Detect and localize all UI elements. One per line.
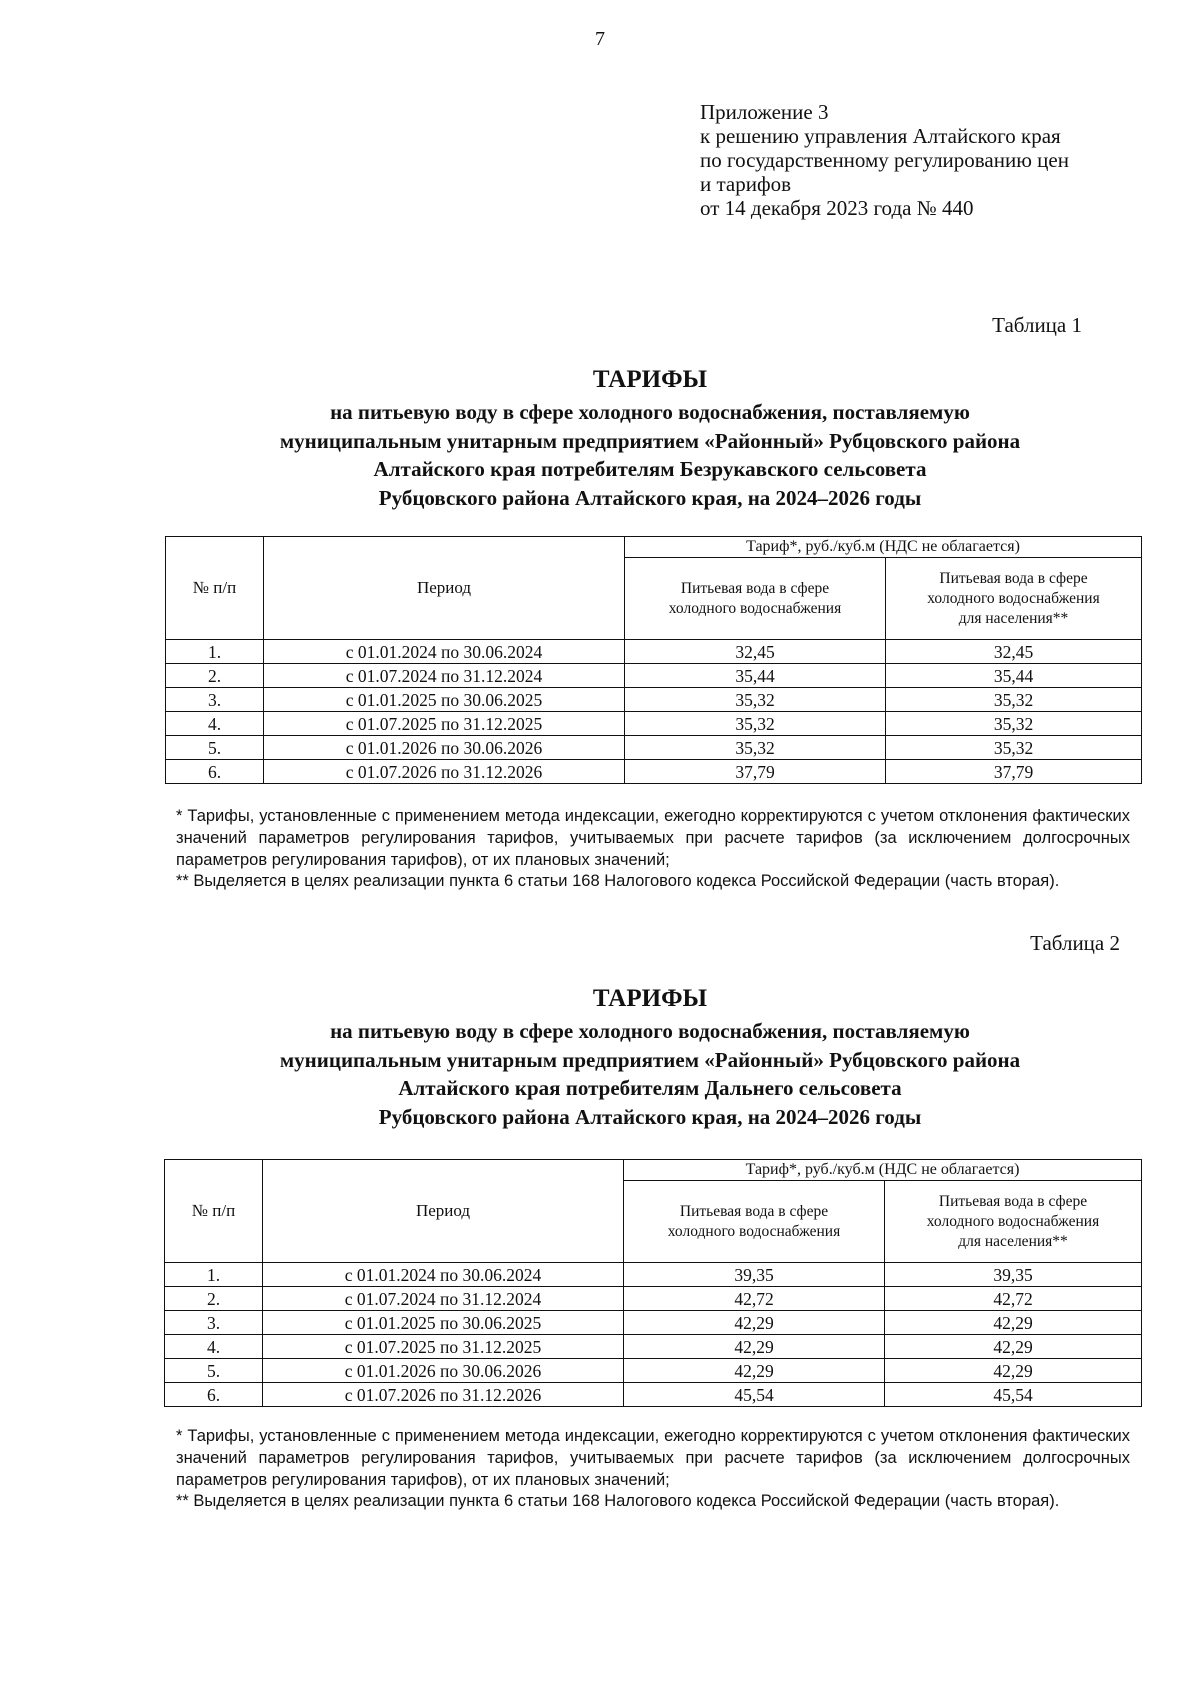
table-row — [166, 640, 1142, 664]
header-col-drinking-water: Питьевая вода в сфере холодного водоснабжения — [624, 1181, 885, 1263]
footnote: ** Выделяется в целях реализации пункта 6 статьи 168 Налогового кодекса Российской Федерации (часть вторая). — [176, 872, 1060, 891]
row-tariff-population: 35,44 — [886, 664, 1142, 688]
row-tariff: 42,72 — [624, 1287, 885, 1311]
row-tariff-population: 45,54 — [885, 1383, 1142, 1407]
row-period: с 01.01.2024 по 30.06.2024 — [264, 640, 625, 664]
heading-line: Алтайского края потребителям Безрукавского сельсовета — [373, 457, 927, 481]
table-2-label: Таблица 2 — [1030, 931, 1120, 955]
heading-line: Рубцовского района Алтайского края, на 2024–2026 годы — [378, 485, 922, 510]
row-tariff: 45,54 — [624, 1383, 885, 1407]
row-tariff: 35,32 — [625, 688, 886, 712]
header-num: № п/п — [166, 537, 264, 640]
row-tariff-population: 42,29 — [885, 1311, 1142, 1335]
heading-line: муниципальным унитарным предприятием «Районный» Рубцовского района — [279, 428, 1021, 453]
row-period: с 01.07.2024 по 31.12.2024 — [264, 664, 625, 688]
table-1-label: Таблица 1 — [992, 313, 1082, 337]
row-tariff-population: 39,35 — [885, 1263, 1142, 1287]
table-row — [165, 1335, 1142, 1359]
row-tariff-population: 35,32 — [886, 688, 1142, 712]
appendix-line: и тарифов — [700, 172, 792, 196]
header-period: Период — [263, 1160, 624, 1263]
heading-line: на питьевую воду в сфере холодного водоснабжения, поставляемую — [330, 1019, 970, 1043]
table-row — [165, 1383, 1142, 1407]
row-tariff-population: 37,79 — [886, 760, 1142, 784]
row-num: 1. — [165, 1263, 263, 1287]
header-col-drinking-water-population: Питьевая вода в сфере холодного водоснабжения для населения** — [885, 1181, 1142, 1263]
row-period: с 01.01.2026 по 30.06.2026 — [263, 1359, 624, 1383]
row-num: 5. — [166, 736, 264, 760]
table-1-heading — [150, 364, 1150, 512]
row-tariff-population: 35,32 — [886, 736, 1142, 760]
row-tariff: 35,32 — [625, 712, 886, 736]
row-period: с 01.07.2024 по 31.12.2024 — [263, 1287, 624, 1311]
header-period: Период — [264, 537, 625, 640]
table-row — [166, 736, 1142, 760]
row-period: с 01.01.2024 по 30.06.2024 — [263, 1263, 624, 1287]
row-tariff-population: 42,29 — [885, 1359, 1142, 1383]
table-2-notes — [176, 1426, 1130, 1513]
row-period: с 01.07.2026 по 31.12.2026 — [263, 1383, 624, 1407]
heading-title: ТАРИФЫ — [592, 985, 708, 1012]
row-tariff-population: 42,72 — [885, 1287, 1142, 1311]
row-num: 4. — [165, 1335, 263, 1359]
heading-line: Рубцовского района Алтайского края, на 2024–2026 годы — [378, 1104, 922, 1129]
row-num: 6. — [166, 760, 264, 784]
header-tariff: Тариф*, руб./куб.м (НДС не облагается) — [624, 1160, 1142, 1181]
tariff-table-1 — [165, 536, 1142, 784]
table-row — [165, 1263, 1142, 1287]
row-tariff-population: 32,45 — [886, 640, 1142, 664]
row-tariff: 35,32 — [625, 736, 886, 760]
row-period: с 01.07.2025 по 31.12.2025 — [264, 712, 625, 736]
appendix-line: по государственному регулированию цен — [700, 148, 1069, 172]
table-row — [165, 1287, 1142, 1311]
appendix-line: к решению управления Алтайского края — [700, 124, 1061, 148]
row-tariff: 37,79 — [625, 760, 886, 784]
table-row — [166, 664, 1142, 688]
header-tariff: Тариф*, руб./куб.м (НДС не облагается) — [625, 537, 1142, 558]
row-tariff: 42,29 — [624, 1335, 885, 1359]
row-tariff: 42,29 — [624, 1311, 885, 1335]
table-row — [166, 712, 1142, 736]
row-tariff: 39,35 — [624, 1263, 885, 1287]
heading-title: ТАРИФЫ — [592, 366, 708, 393]
header-num: № п/п — [165, 1160, 263, 1263]
footnote: * Тарифы, установленные с применением метода индексации, ежегодно корректируются с учетом отклонения фактических значений параметров регулирования тарифов, учитываемых при расчете тарифов (за исключением долгосрочных параметров регулирования тарифов), от их плановых значений; — [176, 1427, 1130, 1489]
row-period: с 01.07.2026 по 31.12.2026 — [264, 760, 625, 784]
row-tariff: 32,45 — [625, 640, 886, 664]
appendix-line: Приложение 3 — [700, 100, 829, 124]
appendix-block — [700, 100, 1069, 220]
table-row — [166, 760, 1142, 784]
row-period: с 01.07.2025 по 31.12.2025 — [263, 1335, 624, 1359]
header-col-drinking-water: Питьевая вода в сфере холодного водоснабжения — [625, 558, 886, 640]
row-tariff-population: 42,29 — [885, 1335, 1142, 1359]
table-2-heading — [150, 983, 1150, 1131]
page-number: 7 — [595, 28, 605, 50]
row-period: с 01.01.2025 по 30.06.2025 — [264, 688, 625, 712]
footnote: * Тарифы, установленные с применением метода индексации, ежегодно корректируются с учетом отклонения фактических значений параметров регулирования тарифов, учитываемых при расчете тарифов (за исключением долгосрочных параметров регулирования тарифов), от их плановых значений; — [176, 807, 1130, 869]
row-num: 2. — [165, 1287, 263, 1311]
row-num: 2. — [166, 664, 264, 688]
table-row — [165, 1311, 1142, 1335]
row-num: 3. — [166, 688, 264, 712]
row-period: с 01.01.2025 по 30.06.2025 — [263, 1311, 624, 1335]
row-num: 3. — [165, 1311, 263, 1335]
heading-line: Алтайского края потребителям Дальнего сельсовета — [398, 1076, 902, 1100]
table-row — [165, 1359, 1142, 1383]
row-num: 1. — [166, 640, 264, 664]
table-row — [166, 688, 1142, 712]
header-col-drinking-water-population: Питьевая вода в сфере холодного водоснабжения для населения** — [886, 558, 1142, 640]
footnote: ** Выделяется в целях реализации пункта 6 статьи 168 Налогового кодекса Российской Федерации (часть вторая). — [176, 1492, 1060, 1511]
row-tariff: 35,44 — [625, 664, 886, 688]
row-num: 4. — [166, 712, 264, 736]
row-tariff-population: 35,32 — [886, 712, 1142, 736]
appendix-line: от 14 декабря 2023 года № 440 — [700, 196, 974, 220]
table-1-notes — [176, 806, 1130, 893]
tariff-table-2 — [164, 1159, 1142, 1407]
row-tariff: 42,29 — [624, 1359, 885, 1383]
row-num: 5. — [165, 1359, 263, 1383]
heading-line: муниципальным унитарным предприятием «Районный» Рубцовского района — [279, 1047, 1021, 1072]
row-period: с 01.01.2026 по 30.06.2026 — [264, 736, 625, 760]
heading-line: на питьевую воду в сфере холодного водоснабжения, поставляемую — [330, 400, 970, 424]
row-num: 6. — [165, 1383, 263, 1407]
